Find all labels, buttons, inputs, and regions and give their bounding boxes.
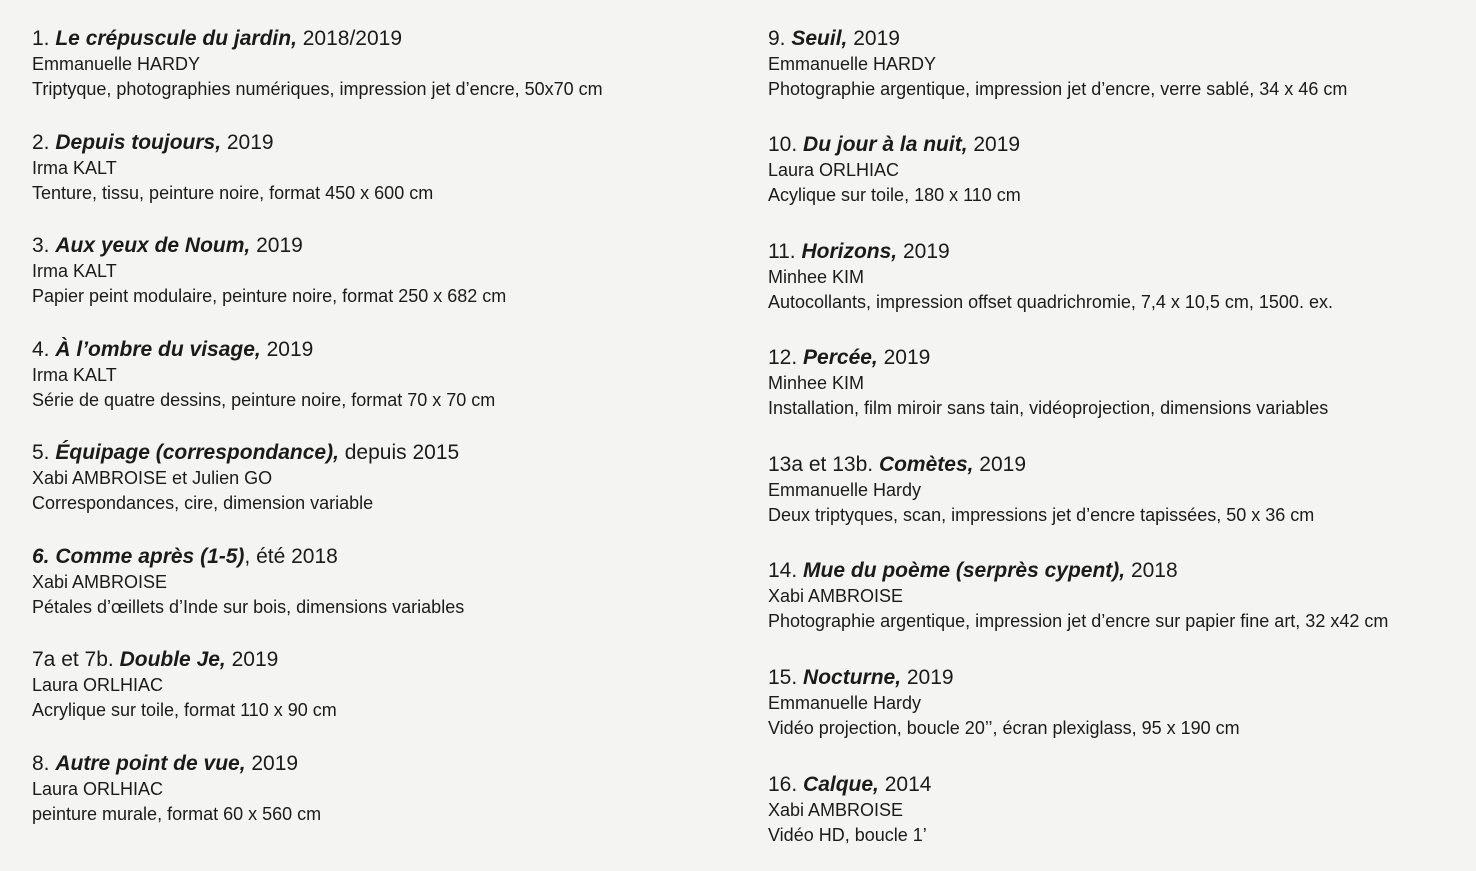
artwork-entry: [32, 26, 732, 102]
artwork-artist: Xabi AMBROISE: [768, 586, 904, 606]
artwork-title-line: [768, 452, 1468, 478]
artwork-title: Équipage (correspondance),: [55, 441, 339, 464]
artwork-description: Photographie argentique, impression jet d’encre, verre sablé, 34 x 46 cm: [768, 79, 1348, 99]
artwork-entry: [768, 452, 1468, 528]
artwork-description: Série de quatre dessins, peinture noire, format 70 x 70 cm: [32, 390, 496, 410]
artwork-year: 2019: [221, 131, 274, 154]
artwork-title-line: [32, 751, 732, 777]
artwork-description: Photographie argentique, impression jet d’encre sur papier fine art, 32 x42 cm: [768, 611, 1389, 631]
artwork-number: 8.: [32, 752, 56, 775]
artwork-year: depuis 2015: [338, 441, 460, 464]
artwork-number: 9.: [768, 27, 792, 50]
artwork-title-line: [768, 132, 1468, 158]
artwork-entry: [32, 337, 732, 413]
artwork-title: Autre point de vue,: [55, 752, 246, 775]
artwork-artist: Xabi AMBROISE: [768, 800, 904, 820]
artwork-description: Autocollants, impression offset quadrichromie, 7,4 x 10,5 cm, 1500. ex.: [768, 292, 1333, 312]
artwork-title-line: [32, 647, 732, 673]
artwork-artist: Laura ORLHIAC: [768, 160, 900, 180]
artwork-number: 1.: [32, 27, 56, 50]
artwork-artist: Irma KALT: [32, 365, 117, 385]
artwork-entry: [32, 233, 732, 309]
artwork-title: Nocturne,: [803, 666, 902, 689]
artwork-year: 2018: [1125, 559, 1178, 582]
artwork-artist: Emmanuelle Hardy: [768, 480, 922, 500]
artwork-title: Aux yeux de Noum,: [55, 234, 251, 257]
artwork-entry: [768, 558, 1468, 634]
artwork-entry: [768, 132, 1468, 208]
artwork-entry: [32, 440, 732, 516]
artwork-year: 2019: [877, 346, 931, 369]
artwork-title-line: [768, 26, 1468, 52]
artwork-title: Horizons,: [801, 240, 898, 263]
artwork-number: 10.: [768, 133, 804, 156]
artwork-number: 7a et 7b.: [32, 648, 120, 671]
artwork-description: peinture murale, format 60 x 560 cm: [32, 804, 322, 824]
artwork-description: Vidéo projection, boucle 20’’, écran plexiglass, 95 x 190 cm: [768, 718, 1240, 738]
artwork-title-line: [768, 558, 1468, 584]
artwork-number: 13a et 13b.: [768, 453, 879, 476]
artwork-description: Correspondances, cire, dimension variable: [32, 493, 374, 513]
artwork-title: Percée,: [803, 346, 878, 369]
artwork-year: 2019: [847, 27, 900, 50]
artwork-title-line: [32, 440, 732, 466]
artwork-year: 2014: [878, 773, 932, 796]
artwork-entry: [32, 751, 732, 827]
artwork-year: 2019: [225, 648, 279, 671]
artwork-description: Triptyque, photographies numériques, impression jet d’encre, 50x70 cm: [32, 79, 603, 99]
artwork-number: 2.: [32, 131, 56, 154]
artwork-title: À l’ombre du visage,: [55, 338, 261, 361]
artwork-artist: Emmanuelle HARDY: [32, 54, 201, 74]
artwork-description: Deux triptyques, scan, impressions jet d’encre tapissées, 50 x 36 cm: [768, 505, 1315, 525]
artwork-description: Installation, film miroir sans tain, vidéoprojection, dimensions variables: [768, 398, 1329, 418]
artwork-year: 2019: [901, 666, 954, 689]
artwork-title-line: [768, 772, 1468, 798]
artwork-artist: Minhee KIM: [768, 267, 865, 287]
artwork-title: Mue du poème (serprès cypent),: [803, 559, 1126, 582]
artwork-entry: [768, 665, 1468, 741]
artwork-title: Le crépuscule du jardin,: [55, 27, 297, 50]
artwork-title: 6. Comme après (1-5): [32, 545, 245, 568]
artwork-title-line: [32, 233, 732, 259]
artwork-artist: Laura ORLHIAC: [32, 675, 164, 695]
artwork-description: Acrylique sur toile, format 110 x 90 cm: [32, 700, 337, 720]
artwork-year: 2019: [260, 338, 314, 361]
artwork-title-line: [32, 337, 732, 363]
artwork-title: Calque,: [803, 773, 879, 796]
artwork-artist: Irma KALT: [32, 158, 117, 178]
artwork-title-line: [768, 665, 1468, 691]
artwork-number: 16.: [768, 773, 804, 796]
artwork-year: 2019: [250, 234, 303, 257]
artwork-title: Depuis toujours,: [55, 131, 222, 154]
artwork-artist: Minhee KIM: [768, 373, 865, 393]
artwork-number: 4.: [32, 338, 56, 361]
artwork-artist: Xabi AMBROISE: [32, 572, 168, 592]
artwork-title-line: [32, 26, 732, 52]
artwork-description: Tenture, tissu, peinture noire, format 450 x 600 cm: [32, 183, 434, 203]
artwork-artist: Xabi AMBROISE et Julien GO: [32, 468, 273, 488]
artwork-description: Vidéo HD, boucle 1’: [768, 825, 927, 845]
artwork-number: 3.: [32, 234, 56, 257]
artwork-year: 2019: [973, 453, 1027, 476]
artwork-title-line: [32, 544, 732, 570]
artwork-entry: [32, 544, 732, 620]
artwork-entry: [768, 26, 1468, 102]
artwork-year: , été 2018: [244, 545, 338, 568]
artwork-description: Acylique sur toile, 180 x 110 cm: [768, 185, 1021, 205]
artwork-entry: [32, 130, 732, 206]
artwork-year: 2019: [967, 133, 1021, 156]
artwork-year: 2019: [897, 240, 950, 263]
artwork-number: 14.: [768, 559, 804, 582]
artwork-title: Double Je,: [119, 648, 226, 671]
artwork-artist: Emmanuelle Hardy: [768, 693, 922, 713]
artwork-title-line: [768, 345, 1468, 371]
artwork-description: Pétales d’œillets d’Inde sur bois, dimensions variables: [32, 597, 465, 617]
artwork-title: Seuil,: [791, 27, 848, 50]
artwork-description: Papier peint modulaire, peinture noire, format 250 x 682 cm: [32, 286, 507, 306]
artwork-number: 15.: [768, 666, 804, 689]
artwork-year: 2018/2019: [296, 27, 403, 50]
artwork-entry: [768, 239, 1468, 315]
artwork-title: Du jour à la nuit,: [803, 133, 968, 156]
artwork-title-line: [32, 130, 732, 156]
artwork-artist: Laura ORLHIAC: [32, 779, 164, 799]
artwork-number: 11.: [768, 240, 802, 263]
artwork-year: 2019: [245, 752, 299, 775]
artwork-artist: Irma KALT: [32, 261, 117, 281]
artwork-entry: [32, 647, 732, 723]
artwork-entry: [768, 345, 1468, 421]
artwork-number: 12.: [768, 346, 804, 369]
artwork-entry: [768, 772, 1468, 848]
artwork-title: Comètes,: [878, 453, 974, 476]
artwork-number: 5.: [32, 441, 56, 464]
artwork-title-line: [768, 239, 1468, 265]
artwork-artist: Emmanuelle HARDY: [768, 54, 937, 74]
